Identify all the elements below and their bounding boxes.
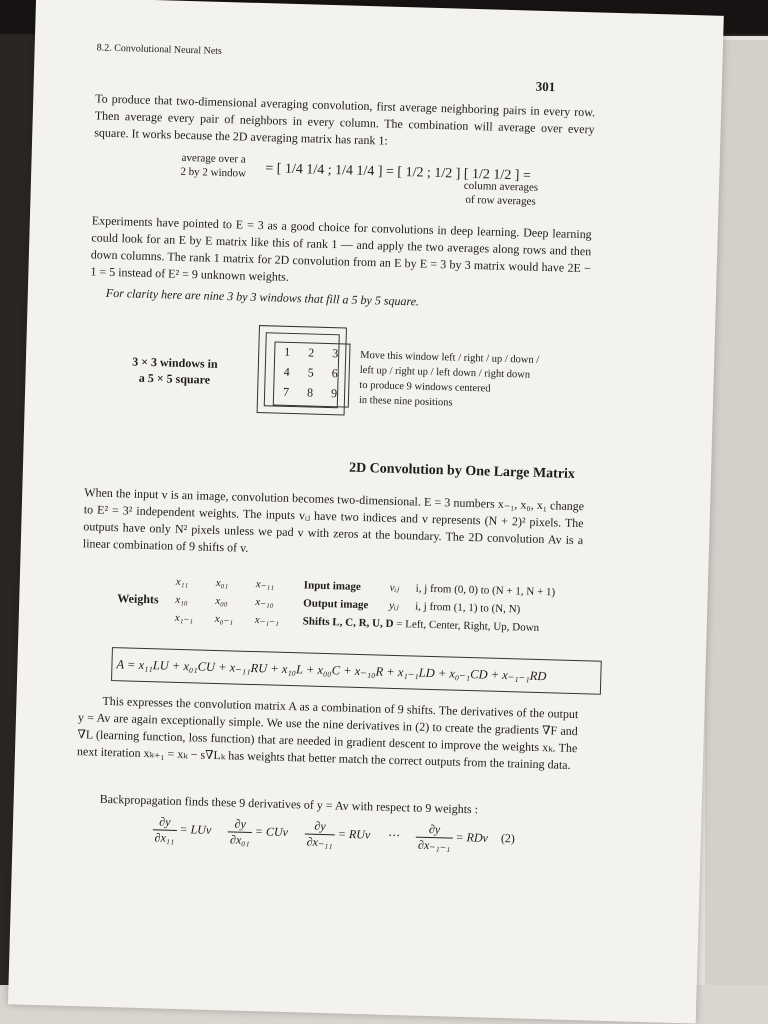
equation1-note-line2: of row averages (465, 193, 536, 208)
section-title: 2D Convolution by One Large Matrix (348, 460, 576, 482)
input-image-range: i, j from (0, 0) to (N + 1, N + 1) (415, 582, 556, 599)
window-desc-line2: left up / right up / left down / right down (359, 364, 531, 381)
derivative-9-rhs: = RDv (455, 829, 489, 845)
derivative-1 (152, 814, 176, 846)
derivative-2 (228, 816, 252, 848)
window-desc-line3: to produce 9 windows centered (359, 379, 491, 395)
derivative-9-num: ∂y (416, 822, 453, 839)
derivative-2-rhs: = CUv (254, 824, 289, 840)
derivative-2-den: ∂x₀₁ (229, 832, 250, 847)
derivative-3-rhs: = RUv (337, 826, 371, 842)
paragraph-5: This expresses the convolution matrix A as a combination of 9 shifts. The derivatives of the output y = Av are again exceptionally simple. We use the nine derivatives in (2) to create the gradients ∇F and ∇L (learning function, loss function) that are needed in gradient descent to improve the weights xₖ. The next iteration xₖ₊₁ = xₖ − s∇Lₖ has weights that better match the correct outputs from the training data. (76, 693, 579, 772)
window-figure-label-line2: a 5 × 5 square (138, 370, 211, 387)
weights-row-3 (175, 609, 299, 630)
grid-cell-9: 9 (330, 386, 338, 401)
weight-x1m1: x₁₋₁ (174, 611, 194, 625)
equation1-note (450, 178, 551, 209)
grid-cell-6: 6 (331, 366, 338, 381)
grid-cell-1: 1 (284, 344, 291, 359)
book-page (8, 0, 724, 1024)
derivative-1-den: ∂x₁₁ (154, 830, 175, 845)
window-desc-line1: Move this window left / right / up / down / (360, 349, 540, 366)
input-image-label: Input image (303, 579, 362, 593)
paragraph-1: To produce that two-dimensional averaging convolution, first average neighboring pairs in every row. Then average every pair of neighbors in every column. The combination will average over every square. It works because the 2D averaging matrix has rank 1: (94, 91, 596, 148)
shifts-label: Shifts L, C, R, U, D (302, 615, 394, 630)
derivative-3 (304, 819, 335, 851)
grid-cell-8: 8 (306, 385, 314, 400)
weight-x0m1: x₀₋₁ (214, 612, 234, 626)
derivatives-ellipsis: ⋯ (387, 828, 400, 843)
weight-xm1m1: x₋₁₋₁ (254, 614, 280, 627)
image-info (303, 576, 556, 637)
grid-cell-2: 2 (308, 345, 315, 360)
weight-xm10: x₋₁₀ (255, 596, 274, 609)
paragraph-6: Backpropagation finds these 9 derivatives of y = Av with respect to 9 weights : (99, 791, 479, 817)
shifts-text: = Left, Center, Right, Up, Down (396, 618, 540, 634)
derivative-2-num: ∂y (228, 816, 252, 833)
grid-cell-7: 7 (282, 384, 290, 399)
paragraph-2: Experiments have pointed to E = 3 as a good choice for convolutions in deep learning. Deep learning could look for an E by E matrix like this of rank 1 — and apply the two averages along rows and then down columns. The rank 1 matrix for 2D convolution from an E by E = 3 by 3 matrix would have 2E − 1 = 5 instead of E² = 9 unknown weights. (90, 213, 592, 284)
derivative-3-num: ∂y (305, 819, 335, 836)
window-desc-line4: in these nine positions (358, 394, 453, 409)
weight-x00: x₀₀ (215, 594, 228, 608)
weight-x10: x₁₀ (175, 593, 189, 607)
input-image-symbol: vᵢⱼ (389, 581, 400, 595)
grid-cell-4: 4 (283, 364, 290, 379)
window-grid-area (256, 325, 359, 428)
derivatives-equation (152, 814, 515, 855)
derivative-9-den: ∂x₋₁₋₁ (417, 837, 451, 853)
output-image-symbol: yᵢⱼ (389, 599, 399, 613)
derivative-1-num: ∂y (153, 814, 177, 831)
three-by-three-grid (273, 341, 351, 407)
equation1-note-line1: column averages (463, 179, 539, 194)
paragraph-3: For clarity here are nine 3 by 3 windows that fill a 5 by 5 square. (105, 285, 420, 309)
derivative-3-den: ∂x₋₁₁ (306, 834, 333, 850)
output-image-range: i, j from (1, 1) to (N, N) (415, 600, 521, 616)
equation1-label (163, 150, 264, 181)
window-figure-label-line1: 3 × 3 windows in (131, 354, 218, 371)
weight-xm11: x₋₁₁ (255, 578, 275, 591)
equation1-label-line2: 2 by 2 window (180, 165, 247, 180)
weight-x11: x₁₁ (175, 575, 189, 589)
weights-label: Weights (117, 591, 159, 607)
boxed-equation: A = x₁₁LU + x₀₁CU + x₋₁₁RU + x₁₀L + x₀₀C + x₋₁₀R + x₁₋₁LD + x₀₋₁CD + x₋₁₋₁RD (111, 647, 602, 695)
running-header: 8.2. Convolutional Neural Nets (96, 42, 223, 57)
equation1-label-line1: average over a (181, 151, 246, 166)
weights-matrix (175, 573, 300, 630)
derivative-9 (416, 822, 453, 854)
weight-x01: x₀₁ (215, 576, 229, 590)
grid-cell-5: 5 (307, 365, 314, 380)
equation-number: (2) (500, 831, 516, 846)
window-figure-label (109, 353, 240, 389)
page-number: 301 (535, 78, 556, 95)
equation1-matrix: = [ 1/4 1/4 ; 1/4 1/4 ] = [ 1/2 ; 1/2 ] [ 1/2 1/2 ] = (265, 161, 532, 184)
output-image-label: Output image (303, 597, 369, 612)
derivative-1-rhs: = LUv (179, 822, 212, 838)
grid-cell-3: 3 (332, 346, 339, 361)
paragraph-4: When the input v is an image, convolution becomes two-dimensional. E = 3 numbers x₋₁, x₀, x₁ change to E² = 3² independent weights. The inputs vᵢⱼ have two indices and v represents (N + 2)² pixels. The outputs have only N² pixels unless we pad v with zeros at the boundary. The 2D convolution Av is a linear combination of 9 shifts of v. (82, 485, 585, 555)
window-figure-description (359, 348, 591, 414)
